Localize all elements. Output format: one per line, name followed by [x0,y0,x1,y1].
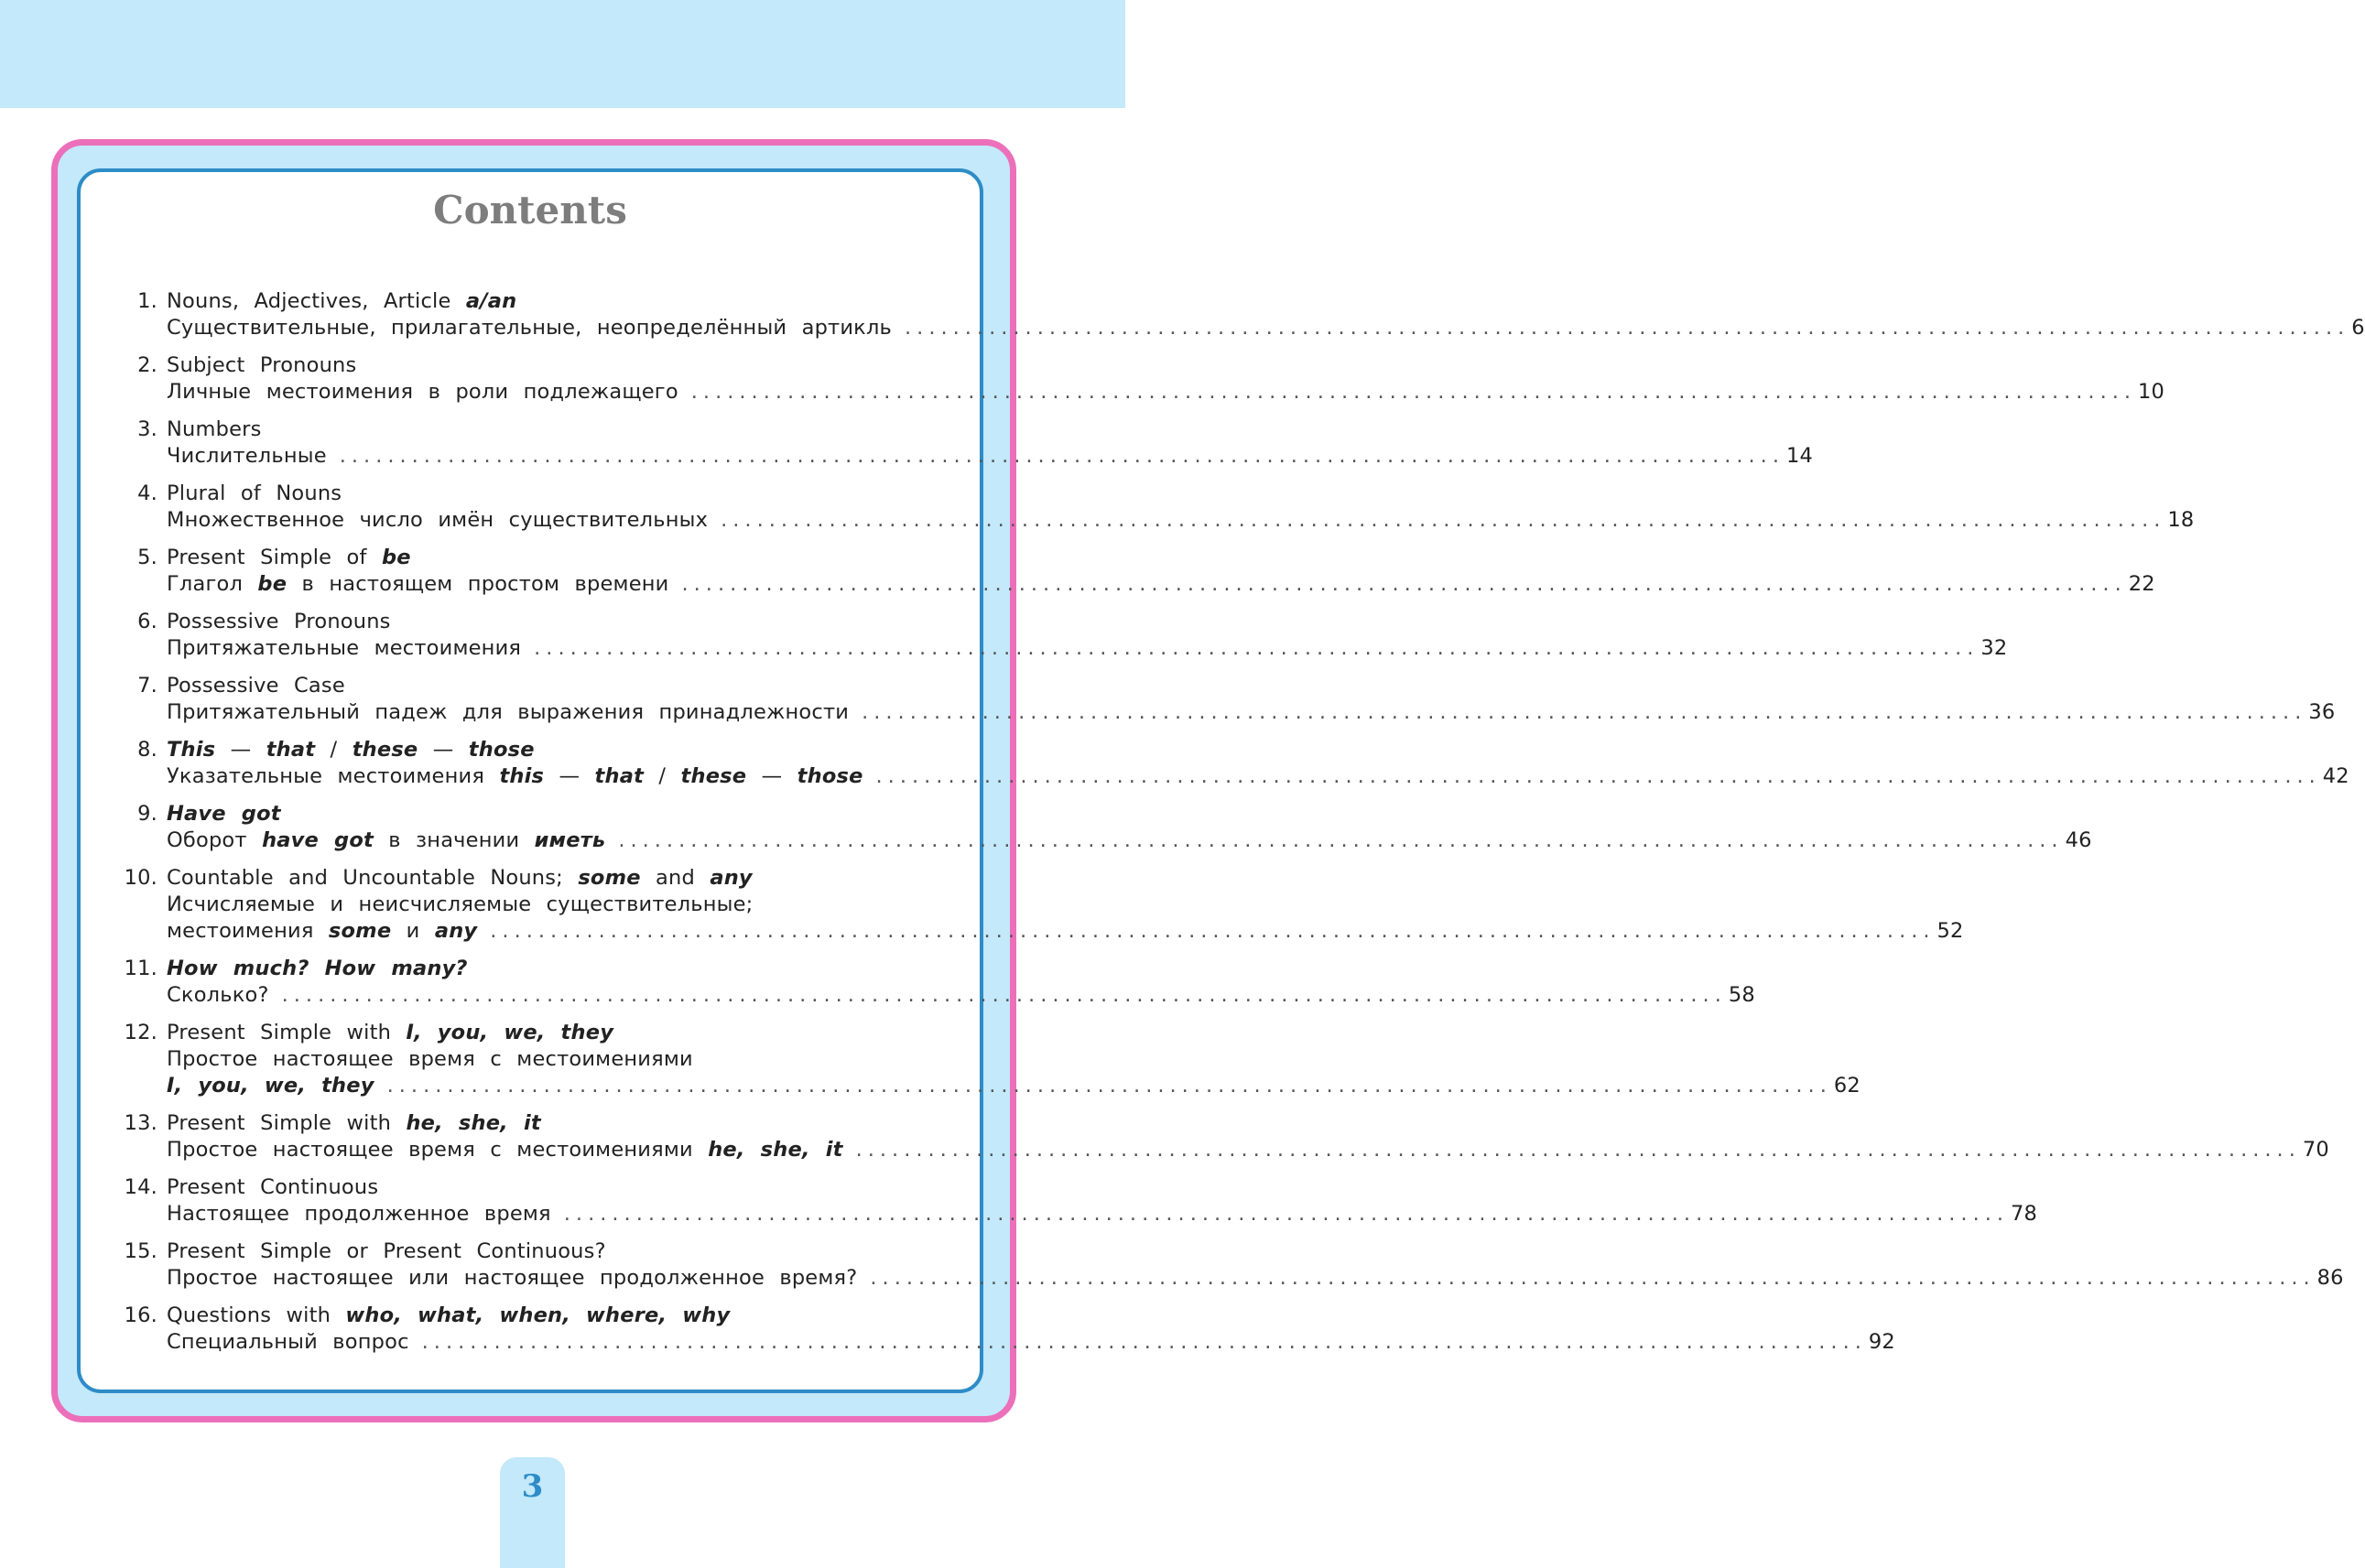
toc-entry-number: 12. [124,1021,157,1044]
toc-text-segment: Множественное число имён существительных [167,508,709,532]
toc-entry-title-line [110,866,954,892]
toc-entry[interactable] [110,866,1964,946]
toc-entry-text [167,1303,730,1327]
toc-entry-number: 3. [137,417,157,441]
toc-entry-text [167,610,391,633]
toc-entry-title-line [110,1239,954,1266]
toc-entry-text [167,1239,606,1263]
toc-entry-text [167,892,753,916]
toc-entry-subtitle-line [110,316,2365,342]
toc-entry[interactable] [110,610,2008,663]
toc-text-emphasis: I, you, we, they [406,1021,614,1044]
toc-page-number[interactable]: 86 [2316,1266,2344,1290]
toc-text-segment: Оборот [167,828,263,852]
page-title: Contents [433,188,627,232]
toc-text-segment: местоимения [167,919,329,943]
toc-text-segment: Present Simple or Present Continuous? [167,1239,606,1263]
toc-entry[interactable] [110,546,2155,599]
toc-entry-subtitle-line [110,380,2165,406]
toc-text-segment: Настоящее продолженное время [167,1202,551,1226]
toc-entry-number: 7. [137,674,157,697]
toc-text-emphasis: have got [262,828,374,852]
toc-text-emphasis: those [468,738,535,762]
toc-entry-number: 14. [124,1175,157,1199]
toc-entry-text [167,636,521,660]
toc-text-emphasis: this [499,764,545,788]
toc-text-emphasis: who, what, when, where, why [345,1303,731,1327]
toc-entry-number: 9. [137,802,157,826]
toc-text-segment: Сколько? [167,983,269,1007]
toc-entry[interactable] [110,1239,2344,1292]
toc-text-segment: и [391,919,435,943]
toc-entry[interactable] [110,481,2195,535]
toc-entry-text [167,1047,693,1071]
toc-entry-text [167,866,753,890]
toc-text-segment: Present Simple of [167,546,382,569]
toc-page-number[interactable]: 52 [1936,919,1964,943]
toc-leader-dots: ........................................................................................................................ [870,1266,2316,1290]
toc-entry-title-line [110,1111,954,1138]
toc-entry-title-line [110,738,954,764]
toc-entry[interactable] [110,289,2365,342]
toc-entry-subtitle-line [110,508,2195,535]
toc-entry-text [167,1175,378,1199]
toc-entry-number: 2. [137,353,157,377]
toc-page-number[interactable]: 22 [2128,572,2155,596]
toc-text-segment: Простое настоящее время с местоимениями [167,1047,693,1071]
toc-page-number[interactable]: 70 [2302,1138,2329,1162]
page-number: 3 [521,1468,544,1505]
toc-entry-text [167,983,269,1007]
toc-text-emphasis: those [797,764,863,788]
toc-entry-text [167,289,516,313]
toc-leader-dots: ........................................................................................................................ [490,919,1936,943]
toc-text-emphasis: some [328,919,392,943]
toc-text-emphasis: that [594,764,645,788]
toc-text-emphasis: these [680,764,747,788]
toc-entry-title-line [110,1175,954,1202]
toc-text-segment: Present Continuous [167,1175,379,1199]
toc-page-number[interactable]: 36 [2308,700,2336,724]
toc-text-segment: Present Simple with [167,1021,407,1044]
toc-page-number[interactable]: 6 [2351,316,2365,340]
toc-leader-dots: ........................................................................................................................ [281,983,1727,1007]
toc-leader-dots: ........................................................................................................................ [862,700,2307,724]
toc-entry-number: 11. [124,957,157,980]
toc-page-number[interactable]: 42 [2322,764,2349,788]
toc-entry-title-line [110,1303,954,1330]
toc-entry-text [167,764,863,788]
toc-leader-dots: ........................................................................................................................ [563,1202,2010,1226]
toc-text-segment: Possessive Case [167,674,345,697]
toc-page-number[interactable]: 62 [1833,1074,1861,1098]
toc-entry-subtitle-line [110,1074,1861,1100]
toc-entry-text [167,353,356,377]
toc-entry-subtitle-line [110,983,1755,1010]
toc-entry[interactable] [110,1303,1895,1357]
toc-entry-title-line [110,957,954,983]
toc-entry-subtitle-line [110,1202,2038,1228]
toc-entry-subtitle-line [110,636,2008,663]
toc-text-segment: Существительные, прилагательные, неопределённый артикль [167,316,893,340]
toc-leader-dots: ........................................................................................................................ [681,572,2127,596]
toc-entry[interactable] [110,1175,2038,1228]
toc-entry-subtitle-line [110,572,2155,599]
toc-text-segment: Possessive Pronouns [167,610,391,633]
toc-entry-text [167,1330,409,1354]
toc-entry-subtitle-line [110,700,2336,727]
toc-entry-subtitle-line [110,828,2092,855]
toc-text-emphasis: Have got [167,802,281,826]
toc-entry[interactable] [110,1111,2329,1164]
toc-page-number[interactable]: 58 [1728,983,1755,1007]
toc-entry-title-line [110,1021,954,1047]
toc-text-segment: — [544,764,595,788]
toc-entry-text [167,828,605,852]
toc-entry-text [167,546,411,569]
table-of-contents [110,289,2365,1368]
toc-text-segment: Nouns, Adjectives, Article [167,289,466,313]
top-color-band [0,0,1125,108]
toc-text-emphasis: that [266,738,316,762]
toc-entry[interactable] [110,353,2165,406]
toc-entry-text [167,802,281,826]
toc-leader-dots: ........................................................................................................................ [875,764,2321,788]
toc-entry-text [167,417,262,441]
toc-text-emphasis: be [382,546,411,569]
toc-text-segment: Притяжательные местоимения [167,636,522,660]
toc-entry-text [167,738,535,762]
toc-entry[interactable] [110,738,2349,791]
toc-leader-dots: ........................................................................................................................ [690,380,2137,404]
toc-text-emphasis: he, she, it [708,1138,843,1162]
toc-entry-number: 8. [137,738,157,762]
toc-entry-text [167,380,678,404]
toc-entry-text [167,1266,857,1290]
toc-entry-text [167,572,668,596]
toc-entry-title-line [110,353,954,380]
toc-text-segment: Subject Pronouns [167,353,357,377]
toc-entry-title-line [110,481,954,508]
toc-entry-subtitle-line [110,764,2349,791]
toc-entry-subtitle-line [110,1330,1895,1357]
toc-text-segment: Указательные местоимения [167,764,500,788]
toc-text-segment: Plural of Nouns [167,481,342,505]
toc-entry-text [167,1074,374,1098]
toc-leader-dots: ........................................................................................................................ [421,1330,1867,1354]
toc-entry-number: 16. [124,1303,157,1327]
toc-page-number[interactable]: 14 [1786,444,1814,468]
toc-page-number[interactable]: 18 [2167,508,2195,532]
toc-entry-subtitle-line [110,1138,2329,1164]
toc-entry[interactable] [110,674,2336,727]
toc-entry[interactable] [110,957,1755,1010]
toc-text-segment: Специальный вопрос [167,1330,409,1354]
toc-text-segment: Простое настоящее или настоящее продолженное время? [167,1266,858,1290]
toc-leader-dots: ........................................................................................................................ [339,444,1785,468]
toc-text-segment: / [315,738,353,762]
toc-page-number[interactable]: 92 [1868,1330,1895,1354]
toc-entry-subtitle-line [110,892,954,919]
toc-entry-number: 4. [137,481,157,505]
toc-entry-subtitle-line [110,1047,954,1074]
toc-text-emphasis: How much? How many? [167,957,468,980]
toc-entry[interactable] [110,1021,1861,1100]
toc-text-emphasis: a/an [465,289,517,313]
toc-entry-text [167,919,477,943]
toc-text-segment: Questions with [167,1303,346,1327]
toc-entry-number: 5. [137,546,157,569]
toc-entry-text [167,1111,541,1135]
toc-leader-dots: ........................................................................................................................ [534,636,1980,660]
toc-entry-number: 1. [137,289,157,313]
toc-text-segment: and [640,866,711,890]
toc-text-segment: Исчисляемые и неисчисляемые существительные; [167,892,754,916]
toc-text-emphasis: these [352,738,418,762]
toc-entry-title-line [110,546,954,572]
toc-entry-title-line [110,417,954,444]
toc-entry-text [167,674,345,697]
toc-text-segment: Present Simple with [167,1111,407,1135]
toc-text-segment: Личные местоимения в роли подлежащего [167,380,678,404]
toc-text-emphasis: he, she, it [406,1111,541,1135]
toc-entry-subtitle-line [110,919,1964,946]
toc-entry-text [167,1021,613,1044]
toc-entry-number: 6. [137,610,157,633]
toc-text-emphasis: I, you, we, they [167,1074,374,1098]
toc-entry[interactable] [110,802,2092,855]
toc-leader-dots: ........................................................................................................................ [855,1138,2301,1162]
toc-entry-number: 15. [124,1239,157,1263]
toc-text-segment: — [215,738,266,762]
toc-text-segment: — [418,738,469,762]
toc-entry-text [167,1138,843,1162]
toc-leader-dots: ........................................................................................................................ [905,316,2350,340]
toc-entry-subtitle-line [110,444,1814,470]
toc-entry-text [167,481,342,505]
toc-entry-text [167,957,468,980]
toc-leader-dots: ........................................................................................................................ [386,1074,1832,1098]
toc-entry-title-line [110,610,954,636]
toc-entry-number: 10. [124,866,157,890]
toc-text-emphasis: This [167,738,216,762]
toc-text-segment: Простое настоящее время с местоимениями [167,1138,709,1162]
toc-text-segment: Countable and Uncountable Nouns; [167,866,579,890]
toc-page-number[interactable]: 78 [2011,1202,2038,1226]
toc-text-emphasis: any [710,866,753,890]
toc-entry-text [167,700,849,724]
toc-entry-title-line [110,802,954,828]
toc-leader-dots: ........................................................................................................................ [618,828,2064,852]
toc-text-segment: Глагол [167,572,258,596]
toc-text-segment: в настоящем простом времени [287,572,669,596]
toc-text-segment: — [746,764,797,788]
toc-text-segment: в значении [373,828,535,852]
toc-entry-title-line [110,289,954,316]
toc-text-segment: Числительные [167,444,327,468]
toc-entry-title-line [110,674,954,700]
toc-text-segment: / [644,764,681,788]
toc-text-emphasis: be [257,572,287,596]
toc-entry-number: 13. [124,1111,157,1135]
toc-entry-text [167,316,892,340]
toc-text-emphasis: any [434,919,478,943]
toc-page-number[interactable]: 46 [2065,828,2092,852]
toc-text-emphasis: иметь [534,828,606,852]
toc-leader-dots: ........................................................................................................................ [721,508,2166,532]
toc-text-segment: Numbers [167,417,262,441]
toc-entry-text [167,508,708,532]
toc-text-emphasis: some [578,866,641,890]
toc-page-number[interactable]: 10 [2138,380,2165,404]
toc-entry-text [167,1202,551,1226]
toc-entry[interactable] [110,417,1814,470]
toc-page-number[interactable]: 32 [1980,636,2008,660]
toc-text-segment: Притяжательный падеж для выражения принадлежности [167,700,850,724]
toc-entry-text [167,444,327,468]
toc-entry-subtitle-line [110,1266,2344,1292]
